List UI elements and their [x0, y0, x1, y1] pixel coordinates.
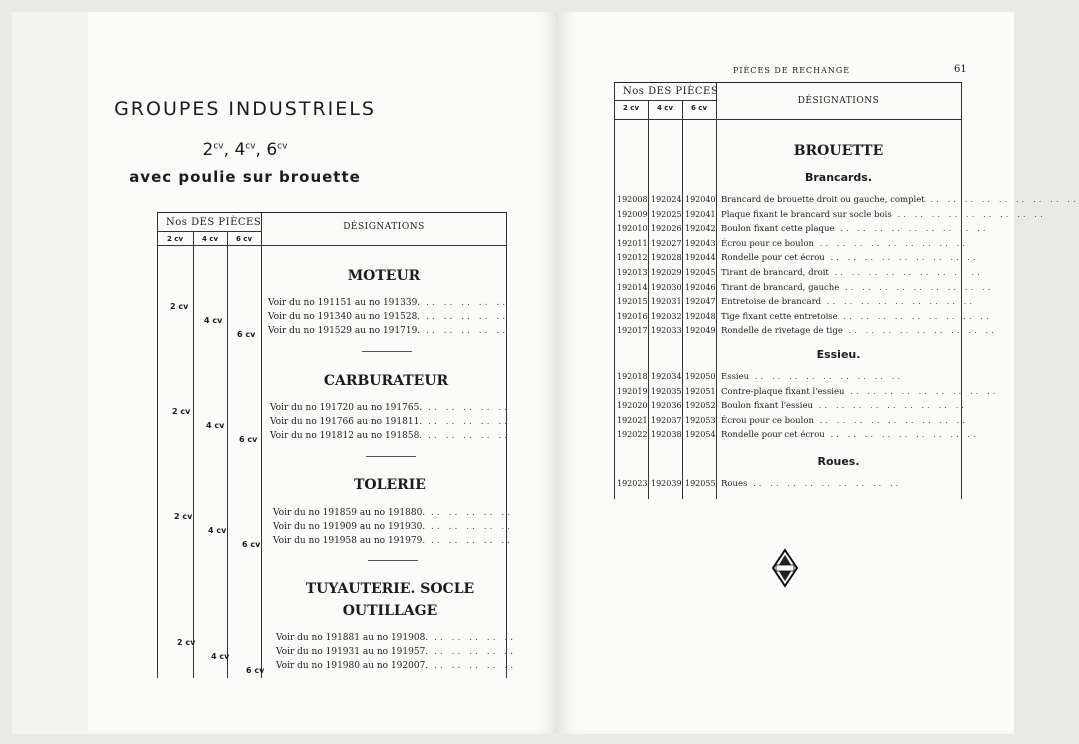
- cv-mark: 2 cv: [174, 512, 193, 521]
- part-designation: Rondelle de rivetage de tige .. .. .. .. .. .. .. .. ..: [721, 326, 997, 337]
- cv-mark: 6 cv: [237, 330, 256, 339]
- left-title: GROUPES INDUSTRIELS: [114, 98, 376, 120]
- part-number: 192044: [685, 253, 716, 263]
- cv-mark: 2 cv: [172, 407, 191, 416]
- section-row: Voir du no 191529 au no 191719. .. .. .. .. ..: [268, 326, 509, 336]
- section-row: Voir du no 191881 au no 191908. .. .. .. .. ..: [276, 633, 517, 643]
- section-row: Voir du no 191151 au no 191339. .. .. .. .. ..: [268, 298, 509, 308]
- part-number: 192049: [685, 326, 716, 336]
- section-row: Voir du no 191931 au no 191957. .. .. .. .. ..: [276, 647, 517, 657]
- section-row: Voir du no 191958 au no 191979. .. .. .. .. ..: [273, 536, 514, 546]
- part-number: 192048: [685, 311, 716, 321]
- cv-mark: 4 cv: [208, 526, 227, 535]
- cv-mark: 2 cv: [177, 638, 196, 647]
- part-number: 192050: [685, 372, 716, 381]
- section-divider: [362, 351, 412, 352]
- section-row: Voir du no 191859 au no 191880. .. .. .. .. ..: [273, 508, 514, 518]
- part-number: 192016: [617, 311, 648, 321]
- part-number: 192023: [617, 479, 648, 488]
- part-number: 192041: [685, 209, 716, 219]
- main-title-brouette: BROUETTE: [793, 143, 884, 159]
- section-title-carburateur: CARBURATEUR: [323, 373, 449, 389]
- part-designation: Contre-plaque fixant l'essieu .. .. .. .. .. .. .. .. ..: [721, 386, 999, 397]
- group-title-essieu: Essieu.: [816, 348, 861, 361]
- cv-mark: 2 cv: [170, 302, 189, 311]
- part-designation: Boulon fixant l'essieu .. .. .. .. .. .. .. .. ..: [721, 401, 967, 412]
- left-subtitle: avec poulie sur brouette: [129, 168, 361, 186]
- part-number: 192028: [651, 253, 682, 263]
- part-number: 192054: [685, 430, 716, 440]
- part-number: 192021: [617, 415, 648, 425]
- part-number: 192055: [685, 479, 716, 488]
- running-head: PIÈCES DE RECHANGE: [733, 66, 851, 75]
- left-header-2cv: 2 cv: [166, 235, 184, 243]
- part-number: 192038: [651, 430, 682, 440]
- left-header-nos: Nos DES PIÈCES: [166, 217, 262, 228]
- section-divider: [366, 456, 416, 457]
- page-number: 61: [954, 64, 967, 75]
- part-designation: Tirant de brancard, droit .. .. .. .. .. .. .. .. ..: [721, 268, 983, 278]
- part-number: 192022: [617, 430, 648, 440]
- part-number: 192040: [685, 195, 716, 204]
- part-number: 192018: [617, 372, 648, 381]
- part-number: 192020: [617, 401, 648, 411]
- part-number: 192039: [651, 479, 682, 488]
- scan-margin: [12, 12, 88, 734]
- section-title-moteur: MOTEUR: [347, 268, 421, 284]
- part-number: 192042: [685, 224, 716, 234]
- group-title-brancards: Brancards.: [804, 171, 873, 184]
- cv-mark: 4 cv: [211, 652, 230, 661]
- part-designation: Plaque fixant le brancard sur socle bois .. .. .. .. .. .. .. .. ..: [721, 209, 1046, 220]
- section-divider: [368, 560, 418, 561]
- part-number: 192033: [651, 326, 682, 336]
- part-number: 192043: [685, 238, 716, 248]
- left-header-designations: DÉSIGNATIONS: [343, 222, 425, 232]
- part-number: 192035: [651, 386, 682, 396]
- part-number: 192034: [651, 372, 682, 381]
- part-designation: Entretoise de brancard .. .. .. .. .. .. .. .. ..: [721, 297, 976, 308]
- part-number: 192012: [617, 253, 648, 263]
- brand-diamond-logo: [772, 549, 798, 587]
- part-number: 192031: [651, 297, 682, 307]
- section-row: Voir du no 191909 au no 191930. .. .. .. .. ..: [273, 522, 514, 532]
- cv-mark: 4 cv: [204, 316, 223, 325]
- part-number: 192025: [651, 209, 682, 219]
- cv-mark: 4 cv: [206, 421, 225, 430]
- section-row: Voir du no 191340 au no 191528. .. .. .. .. ..: [268, 312, 509, 322]
- part-number: 192030: [651, 282, 682, 292]
- section-row: Voir du no 191980 au no 192007. .. .. .. .. ..: [276, 661, 517, 671]
- part-designation: Tirant de brancard, gauche .. .. .. .. .. .. .. .. ..: [721, 282, 994, 293]
- part-number: 192046: [685, 282, 716, 292]
- part-number: 192029: [651, 268, 682, 277]
- part-designation: Écrou pour ce boulon .. .. .. .. .. .. .. .. ..: [721, 238, 968, 249]
- part-number: 192019: [617, 386, 648, 396]
- part-number: 192032: [651, 311, 682, 321]
- part-designation: Brancard de brouette droit ou gauche, complet .. .. .. .. .. .. .. .. ..: [721, 195, 1079, 205]
- right-header-nos: Nos DES PIÈCES: [623, 86, 719, 97]
- section-row: Voir du no 191766 au no 191811. .. .. .. .. ..: [270, 417, 511, 427]
- part-number: 192051: [685, 386, 716, 396]
- right-header-6cv: 6 cv: [690, 104, 708, 112]
- section-title-tuyauterie: TUYAUTERIE. SOCLE: [305, 581, 475, 597]
- part-number: 192036: [651, 401, 682, 411]
- part-number: 192014: [617, 282, 648, 292]
- section-title-tolerie: TOLERIE: [354, 477, 426, 493]
- part-number: 192017: [617, 326, 648, 336]
- right-header-designations: DÉSIGNATIONS: [797, 96, 880, 106]
- group-title-roues: Roues.: [817, 455, 860, 468]
- part-designation: Rondelle pour cet écrou .. .. .. .. .. .. .. .. ..: [721, 430, 979, 441]
- part-number: 192053: [685, 415, 716, 425]
- part-designation: Écrou pour ce boulon .. .. .. .. .. .. .. .. ..: [721, 415, 968, 426]
- part-number: 192037: [651, 415, 682, 425]
- part-number: 192026: [651, 224, 682, 234]
- part-number: 192047: [685, 297, 716, 307]
- right-header-4cv: 4 cv: [656, 104, 674, 112]
- part-number: 192013: [617, 268, 648, 277]
- left-subtitle-cv: $2^{cv}$, $4^{cv}$, $6^{cv}$: [202, 140, 288, 160]
- part-designation: Essieu .. .. .. .. .. .. .. .. ..: [721, 372, 904, 382]
- part-number: 192009: [617, 209, 648, 219]
- part-number: 192052: [685, 401, 716, 411]
- part-number: 192015: [617, 297, 648, 307]
- cv-mark: 6 cv: [246, 666, 265, 675]
- part-designation: Boulon fixant cette plaque .. .. .. .. .. .. .. .. ..: [721, 224, 989, 235]
- part-designation: Roues .. .. .. .. .. .. .. .. ..: [721, 479, 902, 489]
- part-number: 192024: [651, 195, 682, 204]
- part-designation: Rondelle pour cet écrou .. .. .. .. .. .. .. .. ..: [721, 253, 979, 264]
- section-row: Voir du no 191720 au no 191765. .. .. .. .. ..: [270, 403, 511, 413]
- left-header-6cv: 6 cv: [235, 235, 253, 243]
- part-number: 192010: [617, 224, 648, 234]
- section-title-outillage: OUTILLAGE: [342, 603, 438, 619]
- part-number: 192008: [617, 195, 648, 204]
- part-designation: Tige fixant cette entretoise .. .. .. .. .. .. .. .. ..: [721, 311, 992, 322]
- part-number: 192027: [651, 238, 682, 248]
- cv-mark: 6 cv: [242, 540, 261, 549]
- left-header-4cv: 4 cv: [201, 235, 219, 243]
- right-header-2cv: 2 cv: [622, 104, 640, 112]
- section-row: Voir du no 191812 au no 191858. .. .. .. .. ..: [270, 431, 511, 441]
- cv-mark: 6 cv: [239, 435, 258, 444]
- part-number: 192011: [617, 238, 648, 248]
- part-number: 192045: [685, 268, 716, 277]
